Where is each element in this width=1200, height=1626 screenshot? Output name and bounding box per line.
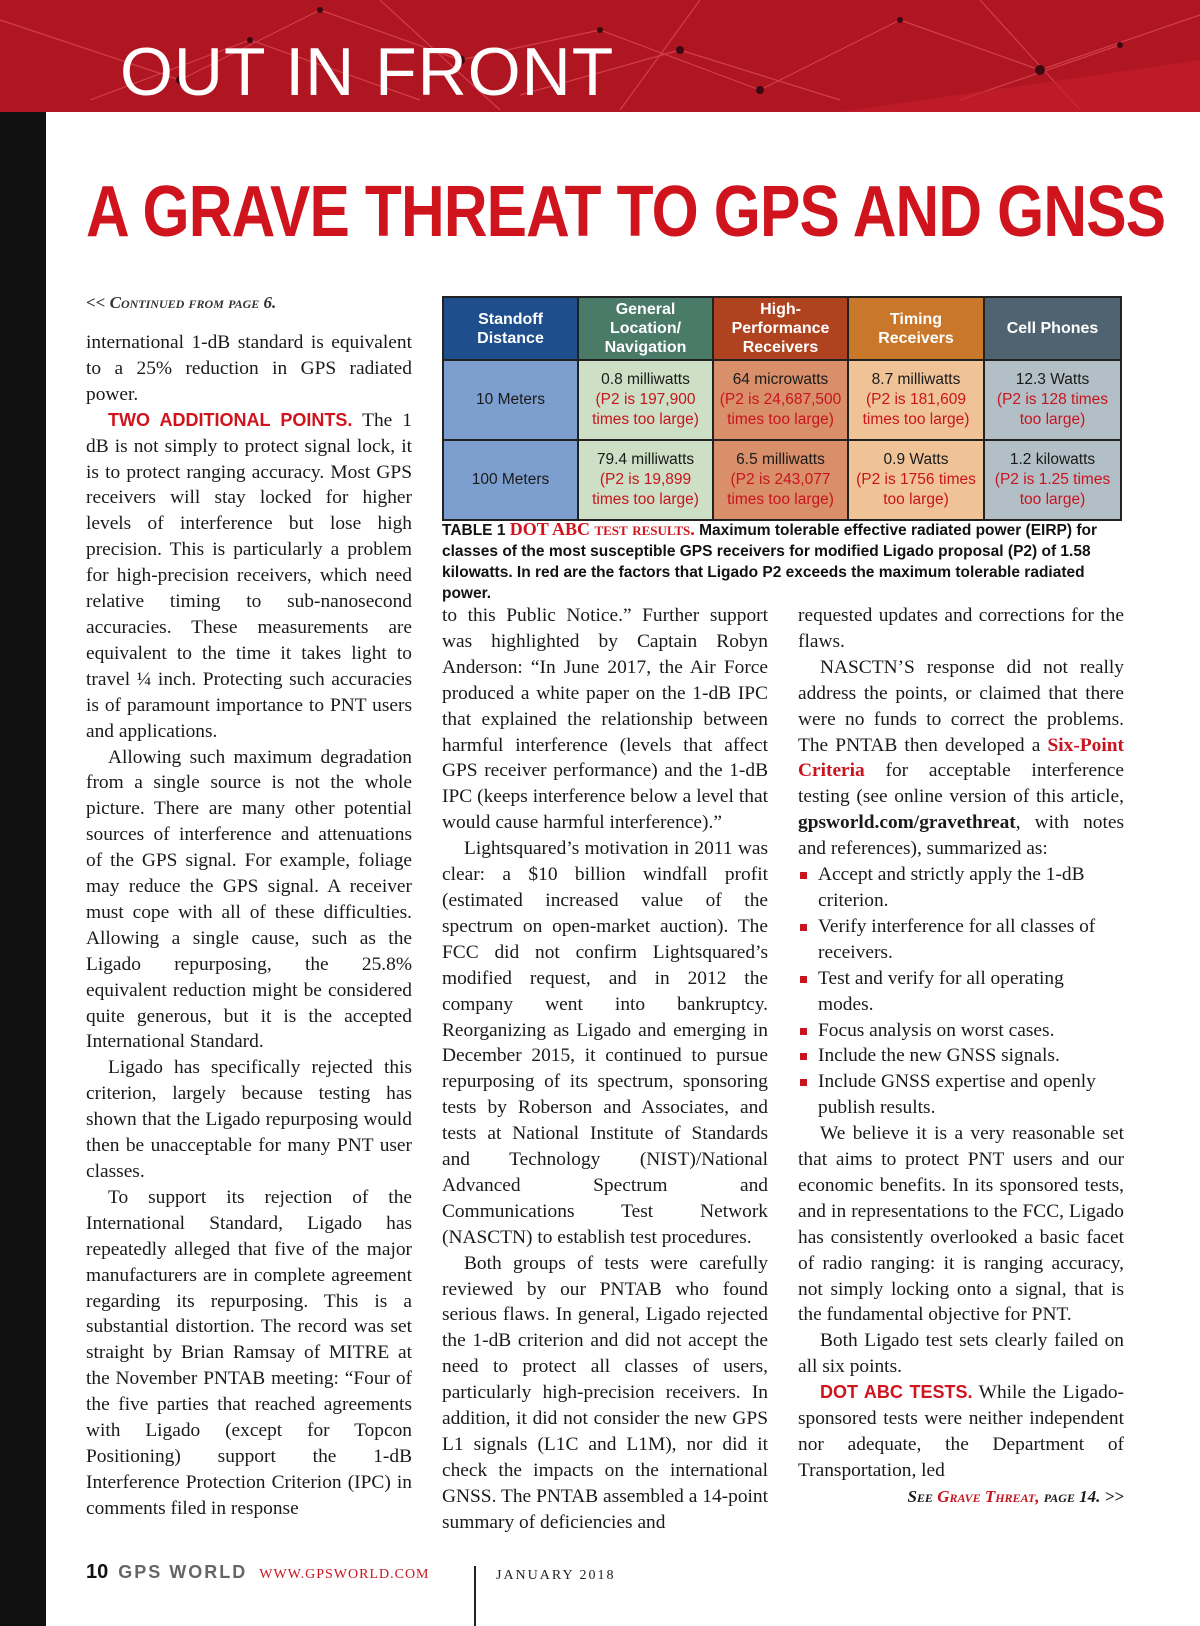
see-prefix: See <box>907 1486 938 1506</box>
table-cell <box>578 440 713 520</box>
caption-label: TABLE 1 <box>442 522 506 539</box>
left-edge-rule <box>40 110 46 1626</box>
list-item: Verify interference for all classes of receivers. <box>798 914 1124 966</box>
table-cell <box>578 360 713 440</box>
magazine-url[interactable]: WWW.GPSWORLD.COM <box>259 1567 430 1582</box>
paragraph <box>798 655 1124 862</box>
article-headline: A GRAVE THREAT TO GPS AND GNSS <box>86 172 1166 252</box>
header-timing-receivers: Timing Receivers <box>848 297 984 360</box>
cell-note: (P2 is 243,077 times too large) <box>727 471 834 508</box>
table-cell <box>848 440 984 520</box>
paragraph: Allowing such maximum degradation from a single source is not the whole picture. There are many other potential sources of interference and attenuations of the GPS signal. For example, foliage may reduce the GPS signal. A receiver must cope with all of these difficulties. Allowing a single cause, such as the Ligado repurposing, the 25.8% equivalent reduction might be considered quite generous, but it is the accepted International Standard. <box>86 746 412 1053</box>
section-title: OUT IN FRONT <box>120 34 615 110</box>
page-footer <box>86 1561 430 1584</box>
paragraph-text: NASCTN’S response did not really address the points, or claimed that there were no funds to correct the problems. The PNTAB then developed a <box>798 656 1124 756</box>
test-results-table <box>442 296 1122 521</box>
subhead-dot-abc-tests: DOT ABC TESTS. <box>820 1382 973 1403</box>
paragraph: requested updates and corrections for the flaws. <box>798 605 1124 652</box>
table-cell <box>984 440 1121 520</box>
cell-value: 6.5 milliwatts <box>736 451 825 468</box>
cell-value: 64 microwatts <box>732 371 829 388</box>
cell-value: 0.9 Watts <box>883 451 949 468</box>
cell-note: (P2 is 197,900 times too large) <box>592 391 699 428</box>
cell-note: (P2 is 128 times too large) <box>996 391 1109 428</box>
paragraph: international 1-dB standard is equivalent to a 25% reduction in GPS radiated power. <box>86 332 412 405</box>
criteria-list <box>798 862 1124 1121</box>
subhead-two-additional-points: TWO ADDITIONAL POINTS. <box>108 409 353 430</box>
table-row <box>443 360 1121 440</box>
table-cell <box>984 360 1121 440</box>
header-cell-phones: Cell Phones <box>984 297 1121 360</box>
cell-value: 12.3 Watts <box>1015 371 1090 388</box>
table-caption <box>442 519 1122 604</box>
caption-text: Maximum tolerable effective radiated power (EIRP) for classes of the most susceptible GPS receivers for modified Ligado proposal (P2) of 1.58 kilowatts. In red are the factors that Ligado P2 exceeds the maximum tolerable radiated power. <box>442 522 1098 602</box>
gravethreat-url-link[interactable]: gpsworld.com/gravethreat <box>798 812 1016 834</box>
see-continuation-link[interactable]: Grave Threat, <box>937 1486 1040 1506</box>
paragraph: to this Public Notice.” Further support was highlighted by Captain Robyn Anderson: “In June 2017, the Air Force produced a white paper on the 1-dB IPC that explained the relationship between harmful interference (levels that affect GPS receiver performance) and the 1-dB IPC (keeps interference below a level that would cause harmful interference).” <box>442 605 768 834</box>
left-edge-bar <box>0 0 44 1626</box>
magazine-name: GPS WORLD <box>118 1562 248 1582</box>
row-distance: 10 Meters <box>443 360 578 440</box>
paragraph: We believe it is a very reasonable set that aims to protect PNT users and our economic benefits. In its sponsored tests, and in representations to the FCC, Ligado has consistently overlooked a basic facet of radio ranging: it is ranging accuracy, not simply locking onto a signal, that is the fundamental objective for PNT. <box>798 1123 1124 1326</box>
list-item: Include the new GNSS signals. <box>798 1043 1124 1069</box>
header-high-performance: High-Performance Receivers <box>713 297 848 360</box>
paragraph: Ligado has specifically rejected this criterion, largely because testing has shown that the Ligado repurposing would then be unacceptable for many PNT user classes. <box>86 1057 412 1182</box>
text-column-2 <box>442 603 768 1536</box>
table-cell <box>713 440 848 520</box>
see-suffix: page 14. >> <box>1039 1486 1124 1506</box>
cell-value: 0.8 milliwatts <box>601 371 690 388</box>
cell-value: 79.4 milliwatts <box>596 451 695 468</box>
paragraph-text: The 1 dB is not simply to protect signal lock, it is to protect ranging accuracy. Most GPS receivers will stay locked for higher levels of interference but lose high precision. This is particularly a problem for high-precision receivers, which need relative timing to sub-nanosecond accuracies. These measurements are equivalent to the time it takes light to travel ¼ inch. Protecting such accuracies is of paramount importance to PNT users and applications. <box>86 409 412 742</box>
cell-note: (P2 is 1.25 times too large) <box>994 471 1111 508</box>
continued-from-note: << Continued from page 6. <box>86 293 277 312</box>
table-row <box>443 440 1121 520</box>
paragraph: Lightsquared’s motivation in 2011 was clear: a $10 billion windfall profit (estimated increased value of the spectrum on open-market auction). The FCC did not confirm Lightsquared’s modified request, and in 2012 the company went into bankruptcy. Reorganizing as Ligado and emerging in December 2015, it continued to pursue repurposing of its spectrum, sponsoring tests by Roberson and Associates, and tests at National Institute of Standards and Technology (NIST)/National Advanced Spectrum and Communications Test Network (NASCTN) to establish test procedures. <box>442 838 768 1248</box>
text-column-3 <box>798 603 1124 1510</box>
page-number: 10 <box>86 1561 109 1583</box>
cell-value: 8.7 milliwatts <box>871 371 961 388</box>
paragraph <box>86 408 412 745</box>
list-item: Focus analysis on worst cases. <box>798 1018 1124 1044</box>
text-column-1 <box>86 330 412 1522</box>
cell-note: (P2 is 19,899 times too large) <box>592 471 699 508</box>
cell-value: 1.2 kilowatts <box>1009 451 1096 468</box>
paragraph <box>798 1380 1124 1484</box>
table-cell <box>848 360 984 440</box>
header-general-location: General Location/ Navigation <box>578 297 713 360</box>
row-distance: 100 Meters <box>443 440 578 520</box>
caption-name: DOT ABC test results. <box>509 519 695 539</box>
paragraph-text: for acceptable interference testing (see online version of this article, <box>798 760 1124 808</box>
cell-note: (P2 is 1756 times too large) <box>856 471 976 508</box>
paragraph: Both Ligado test sets clearly failed on all six points. <box>798 1330 1124 1378</box>
table-cell <box>713 360 848 440</box>
list-item: Test and verify for all operating modes. <box>798 966 1124 1018</box>
header-standoff-distance: Standoff Distance <box>443 297 578 360</box>
six-point-criteria-link[interactable]: Six-Point Criteria <box>798 734 1124 782</box>
list-item: Accept and strictly apply the 1-dB criterion. <box>798 862 1124 914</box>
see-continuation <box>798 1484 1124 1510</box>
cell-note: (P2 is 181,609 times too large) <box>862 391 970 428</box>
paragraph: To support its rejection of the International Standard, Ligado has repeatedly alleged that five of the major manufacturers are in complete agreement regarding its repurposing. This is a substantial distortion. The record was set straight by Brian Ramsay of MITRE at the November PNTAB meeting: “Four of the five parties that reached agreements with Ligado (except for Topcon Positioning) support the 1-dB Interference Protection Criterion (IPC) in comments filed in response <box>86 1186 412 1519</box>
paragraph-text: , with notes and references), summarized as: <box>798 812 1124 860</box>
footer-divider <box>474 1566 476 1626</box>
list-item: Include GNSS expertise and openly publish results. <box>798 1069 1124 1121</box>
section-banner <box>0 0 1200 112</box>
paragraph: Both groups of tests were carefully reviewed by our PNTAB who found serious flaws. In general, Ligado rejected the 1-dB criterion and did not accept the need to protect all classes of users, particularly high-precision receivers. In addition, it did not consider the new GPS L1 signals (L1C and L1M), nor did it check the impacts on the international GNSS. The PNTAB assembled a 14-point summary of deficiencies and <box>442 1252 768 1533</box>
paragraph-text: While the Ligado-sponsored tests were neither independent nor adequate, the Department of Transportation, led <box>798 1382 1124 1481</box>
table-header-row <box>443 297 1121 360</box>
cell-note: (P2 is 24,687,500 times too large) <box>719 391 842 428</box>
issue-date: JANUARY 2018 <box>496 1568 616 1583</box>
